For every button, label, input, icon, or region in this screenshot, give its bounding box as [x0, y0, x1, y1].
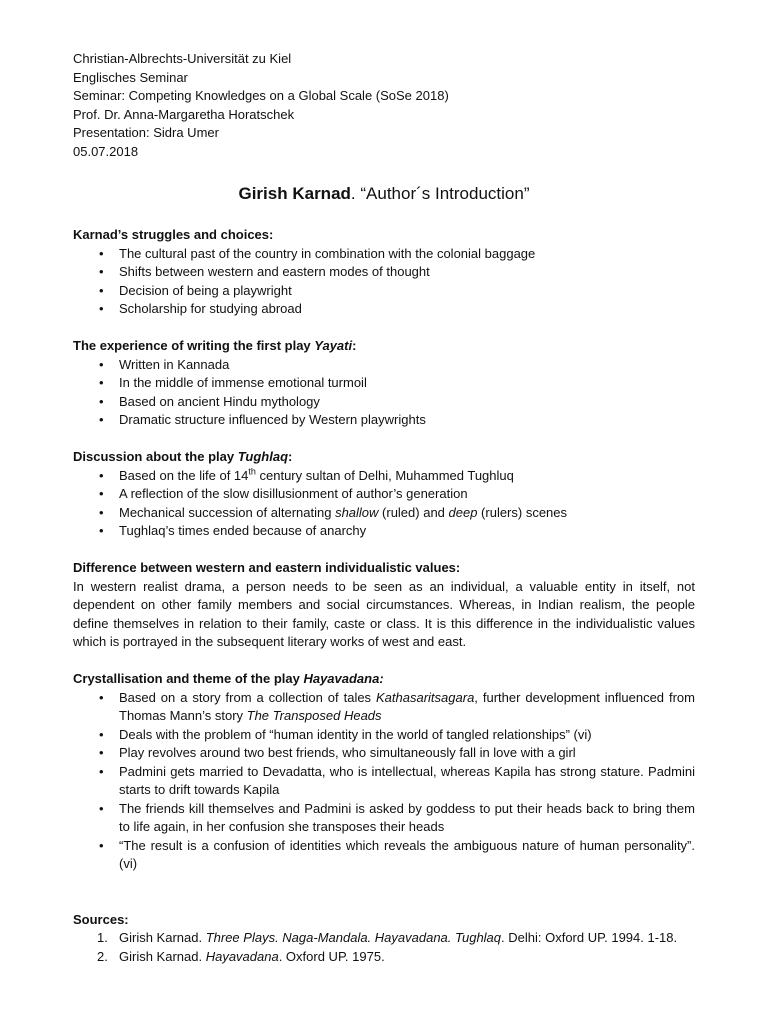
- emphasis-deep: deep: [448, 504, 478, 520]
- source-item: [73, 948, 695, 967]
- list-item: [73, 467, 695, 486]
- heading-prefix: Crystallisation and theme of the play: [73, 671, 304, 686]
- bullet-list: [73, 689, 695, 874]
- title-work: “Author´s Introduction”: [360, 184, 530, 203]
- item-number: 1.: [97, 930, 108, 945]
- item-text: Mechanical succession of alternating: [119, 504, 336, 520]
- section-heading: [73, 337, 695, 356]
- play-title: Tughlaq: [237, 449, 289, 464]
- presenter-line: Presentation: Sidra Umer: [73, 125, 219, 140]
- section-yayati: [73, 337, 695, 430]
- source-details: . Delhi: Oxford UP. 1994. 1-18.: [501, 930, 678, 945]
- list-item: • Tughlaq’s times ended because of anarchy: [73, 522, 695, 541]
- university-line: Christian-Albrechts-Universität zu Kiel: [73, 51, 292, 66]
- seminar-line: Seminar: Competing Knowledges on a Global Scale (SoSe 2018): [73, 88, 449, 103]
- source-item: [73, 929, 695, 948]
- list-item: • Scholarship for studying abroad: [73, 300, 695, 319]
- body-paragraph: In western realist drama, a person needs to be seen as an individual, a valuable entity in itself, not dependent on other family members and social circumstances. Whereas, in Indian realism, the people define themselves in relation to their family, caste or class. It is this difference in the individualistic values which is portrayed in the subsequent literary works of west and east.: [73, 578, 695, 649]
- item-text: , further development influenced from Thomas Mann’s story: [119, 689, 695, 723]
- source-author: Girish Karnad.: [119, 948, 206, 964]
- section-heading: Difference between western and eastern individualistic values:: [73, 560, 461, 575]
- heading-suffix: :: [352, 338, 357, 353]
- source-title: Hayavadana: [205, 948, 279, 964]
- section-hayavadana: [73, 670, 695, 874]
- list-item: • A reflection of the slow disillusionment of author’s generation: [73, 485, 695, 504]
- department-line: Englisches Seminar: [73, 69, 188, 85]
- list-item: • The cultural past of the country in combination with the colonial baggage: [73, 245, 695, 264]
- ordinal-suffix: th: [248, 466, 256, 477]
- list-item: • Deals with the problem of “human identity in the world of tangled relationships” (vi): [73, 726, 695, 745]
- section-heading: Sources:: [73, 911, 129, 927]
- play-title: Yayati: [314, 338, 353, 353]
- page-title: [73, 183, 695, 205]
- list-item: [73, 689, 695, 726]
- list-item: • Decision of being a playwright: [73, 282, 695, 301]
- source-title: Three Plays. Naga-Mandala. Hayavadana. Tughlaq: [205, 930, 502, 945]
- bullet-list: [73, 356, 695, 430]
- emphasis-shallow: shallow: [335, 504, 379, 520]
- date-line: 05.07.2018: [73, 143, 139, 159]
- list-item: • Written in Kannada: [73, 356, 695, 375]
- spacer: [73, 892, 695, 911]
- professor-line: Prof. Dr. Anna-Margaretha Horatschek: [73, 106, 295, 122]
- list-item: • Dramatic structure influenced by Western playwrights: [73, 411, 695, 430]
- section-sources: [73, 911, 695, 967]
- title-author: Girish Karnad: [238, 184, 351, 203]
- list-item: • Padmini gets married to Devadatta, who is intellectual, whereas Kapila has strong stature. Padmini starts to drift towards Kapila: [73, 763, 695, 800]
- list-item: • Based on ancient Hindu mythology: [73, 393, 695, 412]
- source-author: Girish Karnad.: [119, 930, 206, 945]
- heading-suffix: :: [288, 449, 293, 464]
- section-heading: [73, 670, 695, 689]
- item-text: (rulers) scenes: [477, 504, 568, 520]
- list-item: • Play revolves around two best friends, who simultaneously fall in love with a girl: [73, 744, 695, 763]
- section-heading: [73, 448, 695, 467]
- numbered-list: [73, 929, 695, 966]
- item-text: Based on the life of 14: [119, 467, 249, 483]
- item-text: century sultan of Delhi, Muhammed Tughluq: [255, 467, 514, 483]
- heading-prefix: Discussion about the play: [73, 449, 238, 464]
- list-item: [73, 504, 695, 523]
- work-title: Kathasaritsagara: [376, 689, 475, 705]
- source-details: . Oxford UP. 1975.: [278, 948, 385, 964]
- heading-prefix: The experience of writing the first play: [73, 338, 315, 353]
- section-heading: Karnad’s struggles and choices:: [73, 227, 274, 242]
- bullet-list: [73, 467, 695, 541]
- bullet-list: [73, 245, 695, 319]
- item-text: (ruled) and: [378, 504, 449, 520]
- document-header: [73, 50, 695, 161]
- story-title: The Transposed Heads: [246, 708, 382, 723]
- list-item: • In the middle of immense emotional turmoil: [73, 374, 695, 393]
- item-number: 2.: [97, 948, 108, 964]
- section-tughlaq: [73, 448, 695, 541]
- item-text: Based on a story from a collection of tales: [119, 689, 377, 705]
- section-difference: [73, 559, 695, 652]
- list-item: • Shifts between western and eastern modes of thought: [73, 263, 695, 282]
- list-item: • The friends kill themselves and Padmini is asked by goddess to put their heads back to bring them to life again, in her confusion she transposes their heads: [73, 800, 695, 837]
- section-struggles: [73, 226, 695, 319]
- play-title: Hayavadana:: [303, 671, 384, 686]
- list-item: • “The result is a confusion of identities which reveals the ambiguous nature of human personality”. (vi): [73, 837, 695, 874]
- title-separator: .: [350, 184, 361, 203]
